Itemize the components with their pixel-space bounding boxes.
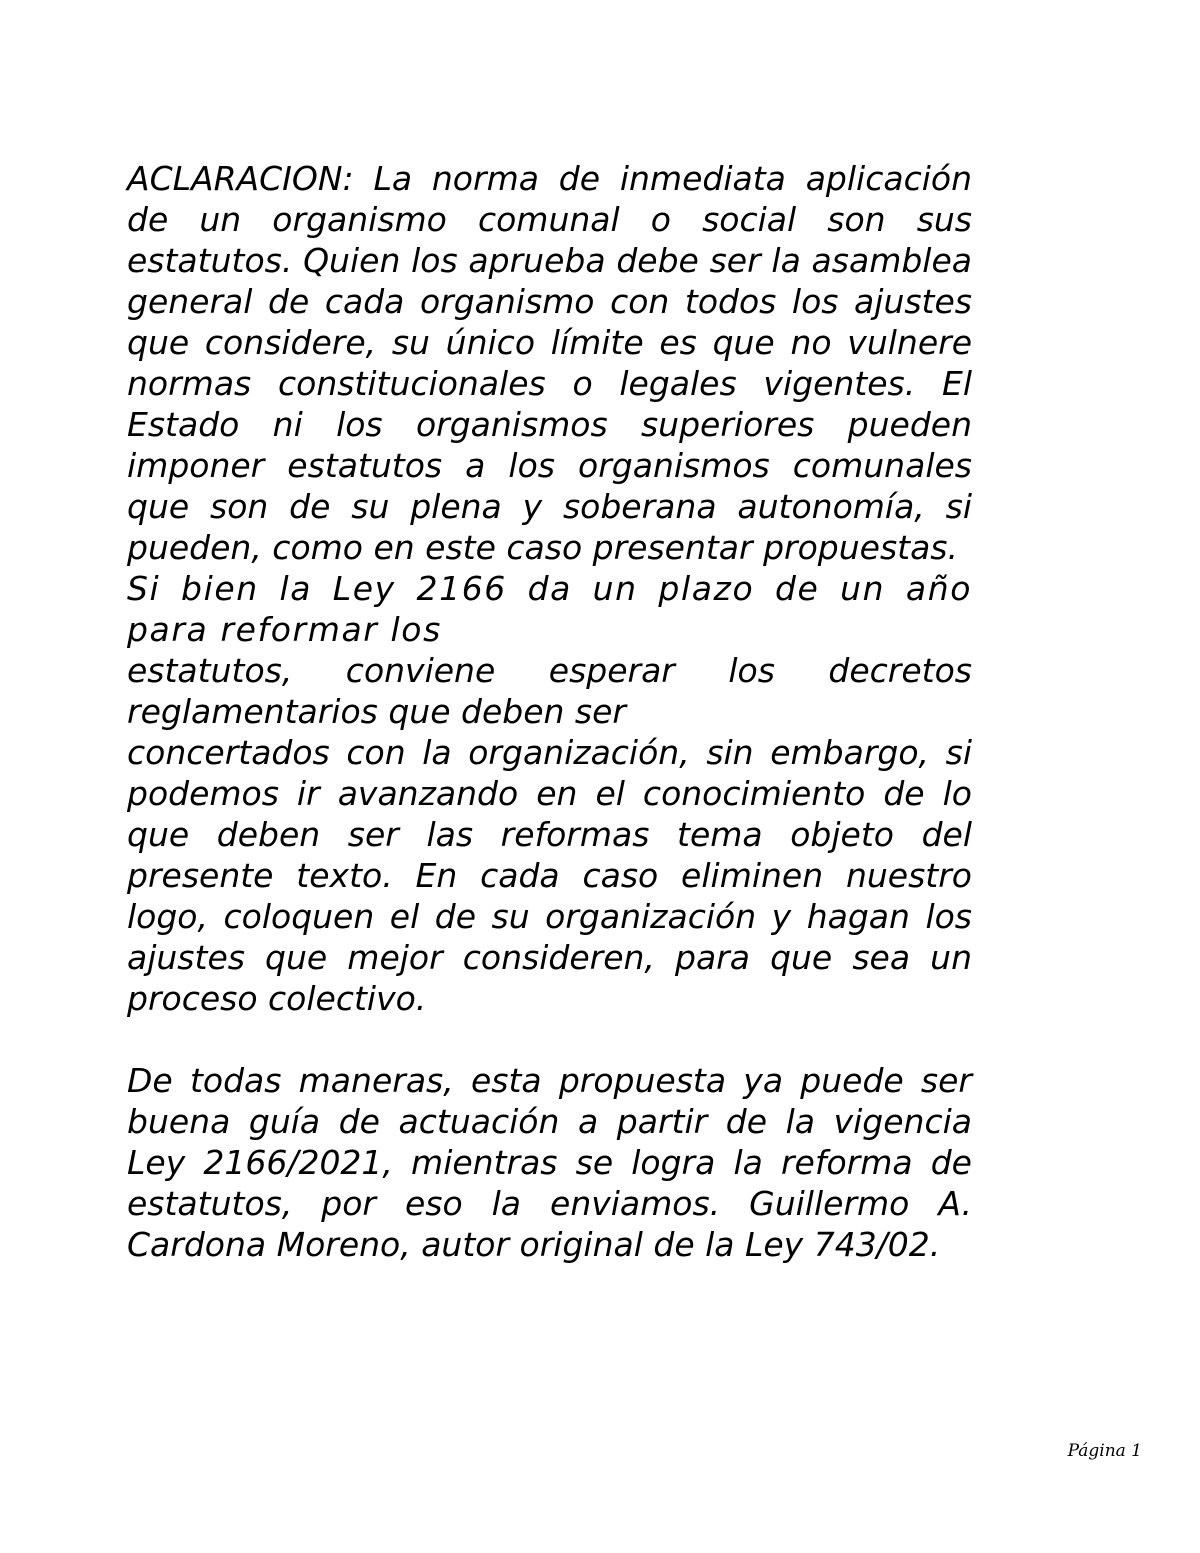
document-body xyxy=(127,158,972,1265)
paragraph-ley-plazo: Si bien la Ley 2166 da un plazo de un año para reformar los xyxy=(127,569,972,649)
paragraph-aclaracion: ACLARACION: La norma de inmediata aplicación de un organismo comunal o social son sus estatutos. Quien los aprueba debe ser la asamblea general de cada organismo con todos los ajustes que considere, su único límite es que no vulnere normas constitucionales o legales vigentes. El Estado ni los organismos superiores pueden imponer estatutos a los organismos comunales que son de su plena y soberana autonomía, si pueden, como en este caso presentar propuestas. xyxy=(127,159,972,567)
paragraph-de-todas-maneras: De todas maneras, esta propuesta ya puede ser buena guía de actuación a partir de la vigencia Ley 2166/2021, mientras se logra la reforma de estatutos, por eso la enviamos. Guillermo A. Cardona Moreno, autor original de la Ley 743/02. xyxy=(127,1061,972,1264)
page-number: Página 1 xyxy=(1067,1441,1142,1461)
paragraph-estatutos-decretos: estatutos, conviene esperar los decretos reglamentarios que deben ser xyxy=(127,651,972,731)
paragraph-concertados: concertados con la organización, sin embargo, si podemos ir avanzando en el conocimiento de lo que deben ser las reformas tema objeto del presente texto. En cada caso eliminen nuestro logo, coloquen el de su organización y hagan los ajustes que mejor consideren, para que sea un proceso colectivo. xyxy=(127,733,972,1018)
paragraph-spacer xyxy=(127,1019,972,1060)
